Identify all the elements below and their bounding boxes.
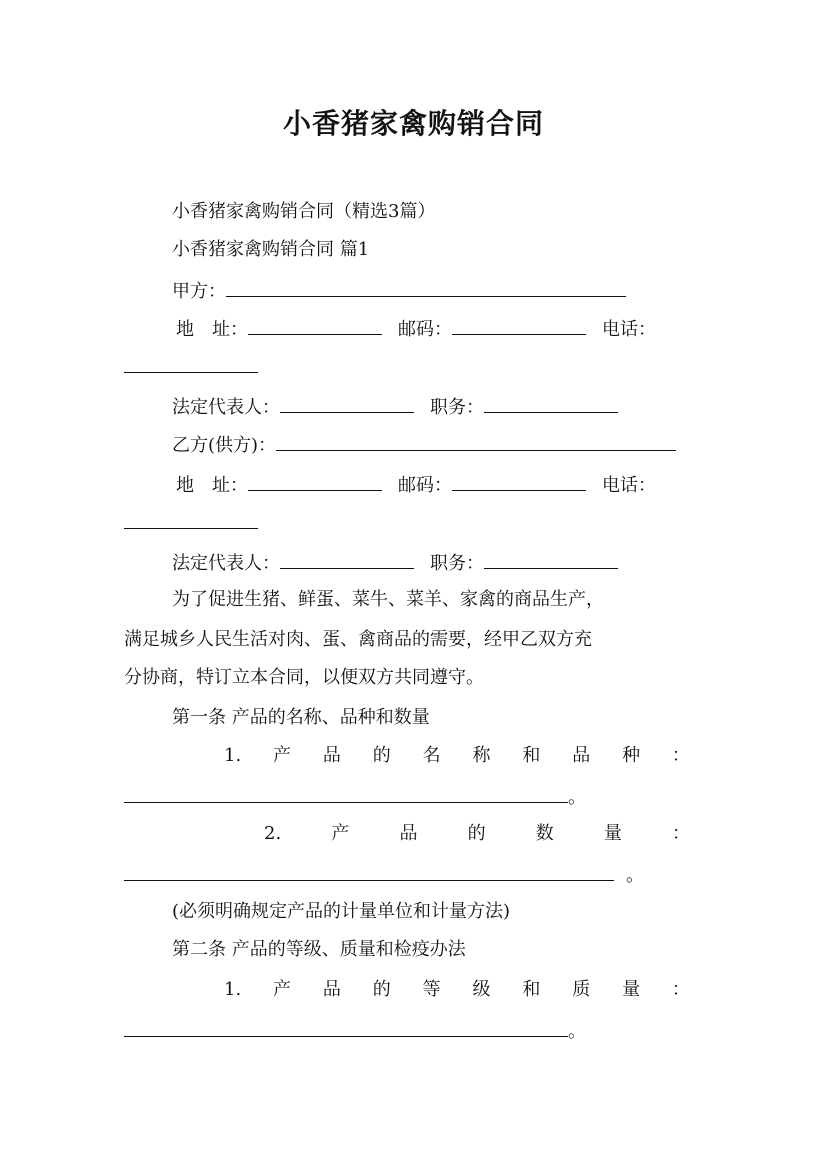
rep-blank bbox=[280, 394, 414, 413]
party-a-rep-line bbox=[124, 394, 752, 420]
party-a-address-line bbox=[124, 316, 756, 342]
clause-1-item-2 bbox=[124, 822, 704, 846]
clause-1-item-2-blank-line bbox=[124, 862, 704, 888]
period: 。 bbox=[568, 1021, 586, 1042]
phone-label: 电话： bbox=[602, 475, 656, 496]
clause-1-heading: 第一条 产品的名称、品种和数量 bbox=[172, 707, 430, 728]
item-char: 品 bbox=[322, 745, 341, 766]
party-b-label: 乙方(供方)： bbox=[172, 435, 277, 456]
item-char: 品 bbox=[399, 823, 418, 844]
clause-2-heading: 第二条 产品的等级、质量和检疫办法 bbox=[172, 939, 466, 960]
item-char: 和 bbox=[522, 745, 541, 766]
item-char: 的 bbox=[467, 823, 486, 844]
phone-blank bbox=[124, 510, 258, 529]
clause-2-item-1 bbox=[124, 978, 714, 1002]
item-char: 产 bbox=[331, 823, 350, 844]
position-label: 职务： bbox=[430, 553, 484, 574]
item-char: 产 bbox=[273, 979, 292, 1000]
product-name-blank bbox=[124, 784, 568, 803]
item-char: 级 bbox=[472, 979, 491, 1000]
item-char: ： bbox=[671, 745, 690, 766]
party-b-address-line bbox=[124, 472, 756, 498]
position-blank bbox=[484, 394, 618, 413]
party-a-label: 甲方： bbox=[172, 281, 226, 302]
item-char: 量 bbox=[622, 979, 641, 1000]
quantity-blank bbox=[124, 862, 614, 881]
zip-label: 邮码： bbox=[398, 319, 452, 340]
item-char: ： bbox=[671, 979, 690, 1000]
item-number: 1. bbox=[224, 979, 242, 1000]
address-blank bbox=[248, 316, 382, 335]
zip-blank bbox=[452, 316, 586, 335]
party-b-phone-cont bbox=[124, 510, 704, 536]
document-title: 小香猪家禽购销合同 bbox=[282, 107, 544, 140]
grade-quality-blank bbox=[124, 1018, 568, 1037]
party-a-line bbox=[124, 278, 752, 304]
party-b-rep-line bbox=[124, 550, 752, 576]
item-char: 称 bbox=[472, 745, 491, 766]
item-char: 质 bbox=[572, 979, 591, 1000]
rep-label: 法定代表人： bbox=[172, 397, 280, 418]
rep-blank bbox=[280, 550, 414, 569]
period: 。 bbox=[568, 787, 586, 808]
item-char: 产 bbox=[273, 745, 292, 766]
item-char: 品 bbox=[572, 745, 591, 766]
intro-line-1: 为了促进生猪、鲜蛋、菜牛、菜羊、家禽的商品生产， bbox=[172, 589, 604, 610]
clause-1-note: (必须明确规定产品的计量单位和计量方法) bbox=[172, 901, 511, 922]
zip-label: 邮码： bbox=[398, 475, 452, 496]
phone-label: 电话： bbox=[602, 319, 656, 340]
clause-1-item-1 bbox=[124, 744, 714, 768]
item-char: 种 bbox=[622, 745, 641, 766]
item-char: 数 bbox=[535, 823, 554, 844]
period: 。 bbox=[626, 865, 644, 886]
position-blank bbox=[484, 550, 618, 569]
item-char: 等 bbox=[422, 979, 441, 1000]
item-char: ： bbox=[671, 823, 690, 844]
address-label: 地 址： bbox=[176, 319, 248, 340]
item-char: 名 bbox=[422, 745, 441, 766]
intro-line-2: 满足城乡人民生活对肉、蛋、禽商品的需要，经甲乙双方充 bbox=[124, 629, 592, 650]
item-char: 量 bbox=[603, 823, 622, 844]
item-char: 和 bbox=[522, 979, 541, 1000]
article-heading: 小香猪家禽购销合同 篇1 bbox=[172, 239, 370, 260]
party-a-blank bbox=[226, 278, 626, 297]
clause-1-item-1-blank-line bbox=[124, 784, 704, 810]
intro-line-3: 分协商，特订立本合同，以便双方共同遵守。 bbox=[124, 667, 484, 688]
position-label: 职务： bbox=[430, 397, 484, 418]
clause-2-item-1-blank-line bbox=[124, 1018, 704, 1044]
party-b-line bbox=[124, 432, 752, 458]
item-char: 品 bbox=[322, 979, 341, 1000]
item-char: 的 bbox=[372, 745, 391, 766]
subtitle: 小香猪家禽购销合同（精选3篇） bbox=[172, 201, 436, 222]
rep-label: 法定代表人： bbox=[172, 553, 280, 574]
party-b-blank bbox=[276, 432, 676, 451]
item-number: 2. bbox=[264, 823, 282, 844]
phone-blank bbox=[124, 354, 258, 373]
item-number: 1. bbox=[224, 745, 242, 766]
address-label: 地 址： bbox=[176, 475, 248, 496]
party-a-phone-cont bbox=[124, 354, 704, 380]
address-blank bbox=[248, 472, 382, 491]
item-char: 的 bbox=[372, 979, 391, 1000]
zip-blank bbox=[452, 472, 586, 491]
